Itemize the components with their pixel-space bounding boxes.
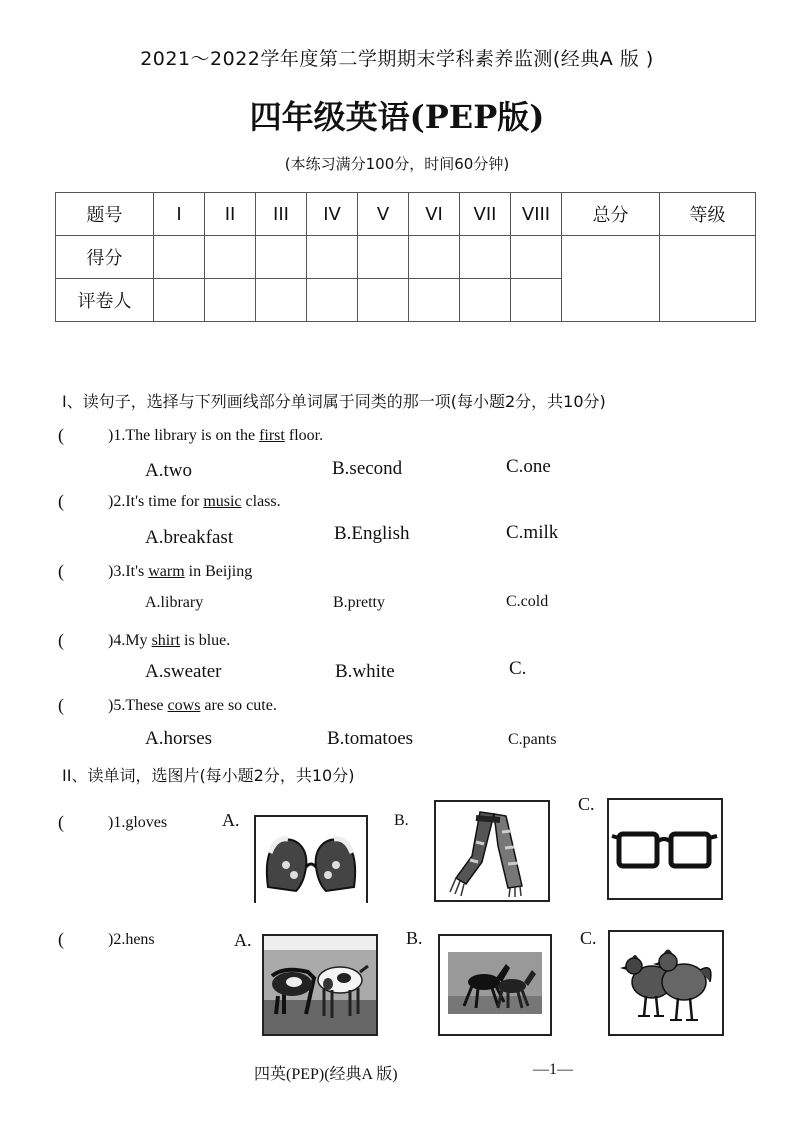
option-b[interactable]: B.tomatoes [327,728,414,749]
score-cell[interactable] [154,236,205,279]
page-number: —1— [533,1061,573,1078]
row-label-grader: 评卷人 [56,279,154,322]
underlined-word: warm [148,563,185,580]
glasses-icon [609,800,721,898]
grader-cell[interactable] [409,279,460,322]
option-b[interactable]: B.white [335,661,395,682]
question-text: )3.It's warm in Beijing [108,563,253,580]
score-cell[interactable] [205,236,256,279]
picture-label-c: C. [578,794,595,814]
row-label-score: 得分 [56,236,154,279]
exam-title: 2021～2022学年度第二学期期末学科素养监测(经典A 版 ) [140,48,654,70]
underlined-word: cows [167,697,201,714]
grade-cell[interactable] [660,236,756,322]
horses-icon [440,936,550,1034]
cows-picture[interactable] [262,934,378,1036]
option-a[interactable]: A.two [145,460,192,481]
option-a[interactable]: A.breakfast [145,527,234,548]
picture-label-c: C. [580,928,597,948]
grader-cell[interactable] [358,279,409,322]
horses-picture[interactable] [438,934,552,1036]
score-cell[interactable] [307,236,358,279]
col-header: VI [409,193,460,236]
question-text: )2.hens [108,931,155,948]
col-label-cell: 题号 [56,193,154,236]
option-b[interactable]: B.second [332,458,403,479]
footer-label: 四英(PEP)(经典A 版) [254,1066,398,1083]
grader-cell[interactable] [256,279,307,322]
col-header: V [358,193,409,236]
option-a[interactable]: A.library [145,594,204,611]
underlined-word: first [259,427,285,444]
score-cell[interactable] [256,236,307,279]
grader-cell[interactable] [205,279,256,322]
cows-icon [264,936,376,1034]
scarf-icon [436,802,548,900]
answer-paren[interactable]: ( [58,425,64,445]
answer-paren[interactable]: ( [58,929,64,949]
grade-title: 四年级英语(PEP版) [249,98,545,136]
score-cell[interactable] [409,236,460,279]
grader-cell[interactable] [154,279,205,322]
col-header: II [205,193,256,236]
question-text: )1.The library is on the first floor. [108,427,324,444]
hen-icon [610,932,722,1034]
col-header: III [256,193,307,236]
answer-paren[interactable]: ( [58,812,64,832]
col-header: IV [307,193,358,236]
option-c[interactable]: C.milk [506,522,559,543]
option-a[interactable]: A.horses [145,728,213,749]
answer-paren[interactable]: ( [58,561,64,581]
option-c[interactable]: C. [509,658,527,679]
picture-label-a: A. [222,810,240,830]
hens-picture[interactable] [608,930,724,1036]
underlined-word: music [203,493,242,510]
exam-subtitle: (本练习满分100分，时间60分钟) [284,155,510,173]
underlined-word: shirt [151,632,181,649]
score-table [55,192,756,322]
picture-label-a: A. [234,930,252,950]
section1-title: I、读句子，选择与下列画线部分单词属于同类的那一项(每小题2分，共10分) [62,392,606,411]
question-text: )4.My shirt is blue. [108,632,231,649]
grade-label-cell: 等级 [660,193,756,236]
question-text: )1.gloves [108,814,168,831]
answer-paren[interactable]: ( [58,491,64,511]
gloves-icon [256,817,366,903]
col-header: VIII [511,193,562,236]
option-c[interactable]: C.pants [508,731,557,748]
score-cell[interactable] [511,236,562,279]
col-header: VII [460,193,511,236]
score-cell[interactable] [460,236,511,279]
score-cell[interactable] [358,236,409,279]
col-header: I [154,193,205,236]
grader-cell[interactable] [307,279,358,322]
option-c[interactable]: C.one [506,456,551,477]
glasses-picture[interactable] [607,798,723,900]
picture-label-b: B. [406,928,423,948]
answer-paren[interactable]: ( [58,630,64,650]
total-score-cell[interactable] [562,236,660,322]
option-a[interactable]: A.sweater [145,661,222,682]
grader-cell[interactable] [511,279,562,322]
picture-label-b: B. [394,812,409,829]
question-text: )2.It's time for music class. [108,493,281,510]
option-c[interactable]: C.cold [506,593,549,610]
option-b[interactable]: B.pretty [333,594,385,611]
gloves-picture[interactable] [254,815,368,903]
grader-cell[interactable] [460,279,511,322]
answer-paren[interactable]: ( [58,695,64,715]
option-b[interactable]: B.English [334,523,410,544]
section2-title: II、读单词，选图片(每小题2分，共10分) [62,766,355,785]
scarf-picture[interactable] [434,800,550,902]
total-label-cell: 总分 [562,193,660,236]
question-text: )5.These cows are so cute. [108,697,277,714]
